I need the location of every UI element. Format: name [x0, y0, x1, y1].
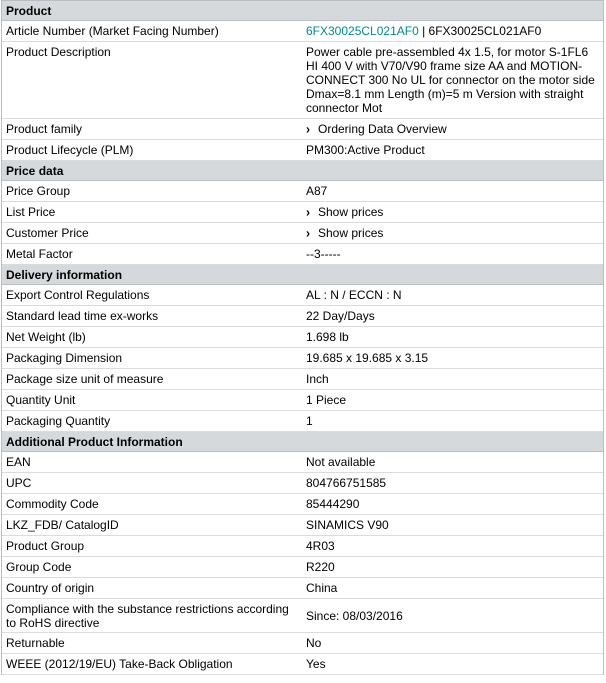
row-product-description: [2, 42, 603, 119]
lead-time-label: Standard lead time ex-works: [6, 309, 159, 323]
customer-price-label: Customer Price: [6, 226, 89, 240]
export-control-value: AL : N / ECCN : N: [306, 288, 402, 302]
section-header-product: Product: [2, 1, 603, 21]
article-number-link[interactable]: 6FX30025CL021AF0: [306, 24, 419, 38]
product-group-label: Product Group: [6, 539, 85, 553]
group-code-label: Group Code: [6, 560, 72, 574]
returnable-value: No: [306, 636, 322, 650]
row-package-size-unit: [2, 369, 603, 390]
upc-label: UPC: [6, 476, 32, 490]
rohs-compliance-value: Since: 08/03/2016: [306, 609, 403, 623]
row-upc: [2, 473, 603, 494]
chevron-right-icon: ›: [306, 121, 310, 137]
section-header-additional: Additional Product Information: [2, 432, 603, 452]
list-price-value[interactable]: [302, 202, 603, 222]
article-number-label: Article Number (Market Facing Number): [6, 24, 219, 38]
catalog-id-value: SINAMICS V90: [306, 518, 389, 532]
product-lifecycle-label: Product Lifecycle (PLM): [6, 143, 134, 157]
weee-label: WEEE (2012/19/EU) Take-Back Obligation: [6, 657, 233, 671]
row-customer-price: [2, 223, 603, 244]
section-header-price-data: Price data: [2, 161, 603, 181]
row-catalog-id: [2, 515, 603, 536]
row-product-lifecycle: [2, 140, 603, 161]
row-export-control: [2, 285, 603, 306]
product-description-label: Product Description: [6, 45, 111, 59]
price-group-label: Price Group: [6, 184, 71, 198]
metal-factor-label: Metal Factor: [6, 247, 73, 261]
row-packaging-dimension: [2, 348, 603, 369]
row-returnable: [2, 633, 603, 654]
section-header-delivery: Delivery information: [2, 265, 603, 285]
row-weee: [2, 654, 603, 675]
row-quantity-unit: [2, 390, 603, 411]
lead-time-value: 22 Day/Days: [306, 309, 375, 323]
country-of-origin-label: Country of origin: [6, 581, 95, 595]
article-number-text: 6FX30025CL021AF0: [428, 24, 542, 38]
article-number-value: [302, 21, 603, 41]
package-size-unit-label: Package size unit of measure: [6, 372, 164, 386]
metal-factor-value: --3-----: [306, 247, 341, 261]
row-group-code: [2, 557, 603, 578]
show-customer-prices-link[interactable]: Show prices: [318, 226, 384, 240]
customer-price-value[interactable]: [302, 223, 603, 243]
ordering-data-overview-link[interactable]: Ordering Data Overview: [318, 122, 447, 136]
product-family-value[interactable]: [302, 119, 603, 139]
row-metal-factor: [2, 244, 603, 265]
quantity-unit-value: 1 Piece: [306, 393, 347, 407]
chevron-right-icon: ›: [306, 204, 310, 220]
net-weight-value: 1.698 lb: [306, 330, 349, 344]
quantity-unit-label: Quantity Unit: [6, 393, 76, 407]
show-list-prices-link[interactable]: Show prices: [318, 205, 384, 219]
rohs-compliance-label: Compliance with the substance restrictions according to RoHS directive: [6, 602, 289, 630]
row-net-weight: [2, 327, 603, 348]
net-weight-label: Net Weight (lb): [6, 330, 86, 344]
article-number-separator: |: [418, 24, 429, 38]
returnable-label: Returnable: [6, 636, 65, 650]
ean-value: Not available: [306, 455, 376, 469]
country-of-origin-value: China: [306, 581, 338, 595]
row-article-number: [2, 21, 603, 42]
commodity-code-value: 85444290: [306, 497, 360, 511]
row-rohs-compliance: [2, 599, 603, 633]
product-description-value: Power cable pre-assembled 4x 1.5, for motor S-1FL6 HI 400 V with V70/V90 frame size AA and MOTION-CONNECT 300 No UL for connector on the motor side Dmax=8.1 mm Length (m)=5 m Version with straight connector Mot: [306, 45, 595, 115]
packaging-quantity-value: 1: [306, 414, 313, 428]
row-price-group: [2, 181, 603, 202]
product-lifecycle-value: PM300:Active Product: [306, 143, 425, 157]
row-country-of-origin: [2, 578, 603, 599]
row-list-price: [2, 202, 603, 223]
row-product-group: [2, 536, 603, 557]
row-commodity-code: [2, 494, 603, 515]
packaging-dimension-label: Packaging Dimension: [6, 351, 123, 365]
commodity-code-label: Commodity Code: [6, 497, 99, 511]
packaging-dimension-value: 19.685 x 19.685 x 3.15: [306, 351, 429, 365]
ean-label: EAN: [6, 455, 31, 469]
row-ean: [2, 452, 603, 473]
product-data-table: [1, 0, 604, 675]
row-lead-time: [2, 306, 603, 327]
export-control-label: Export Control Regulations: [6, 288, 150, 302]
catalog-id-label: LKZ_FDB/ CatalogID: [6, 518, 119, 532]
group-code-value: R220: [306, 560, 335, 574]
upc-value: 804766751585: [306, 476, 387, 490]
weee-value: Yes: [306, 657, 326, 671]
packaging-quantity-label: Packaging Quantity: [6, 414, 111, 428]
product-group-value: 4R03: [306, 539, 335, 553]
list-price-label: List Price: [6, 205, 56, 219]
row-packaging-quantity: [2, 411, 603, 432]
chevron-right-icon: ›: [306, 225, 310, 241]
price-group-value: A87: [306, 184, 328, 198]
product-family-label: Product family: [6, 122, 83, 136]
package-size-unit-value: Inch: [306, 372, 329, 386]
row-product-family: [2, 119, 603, 140]
